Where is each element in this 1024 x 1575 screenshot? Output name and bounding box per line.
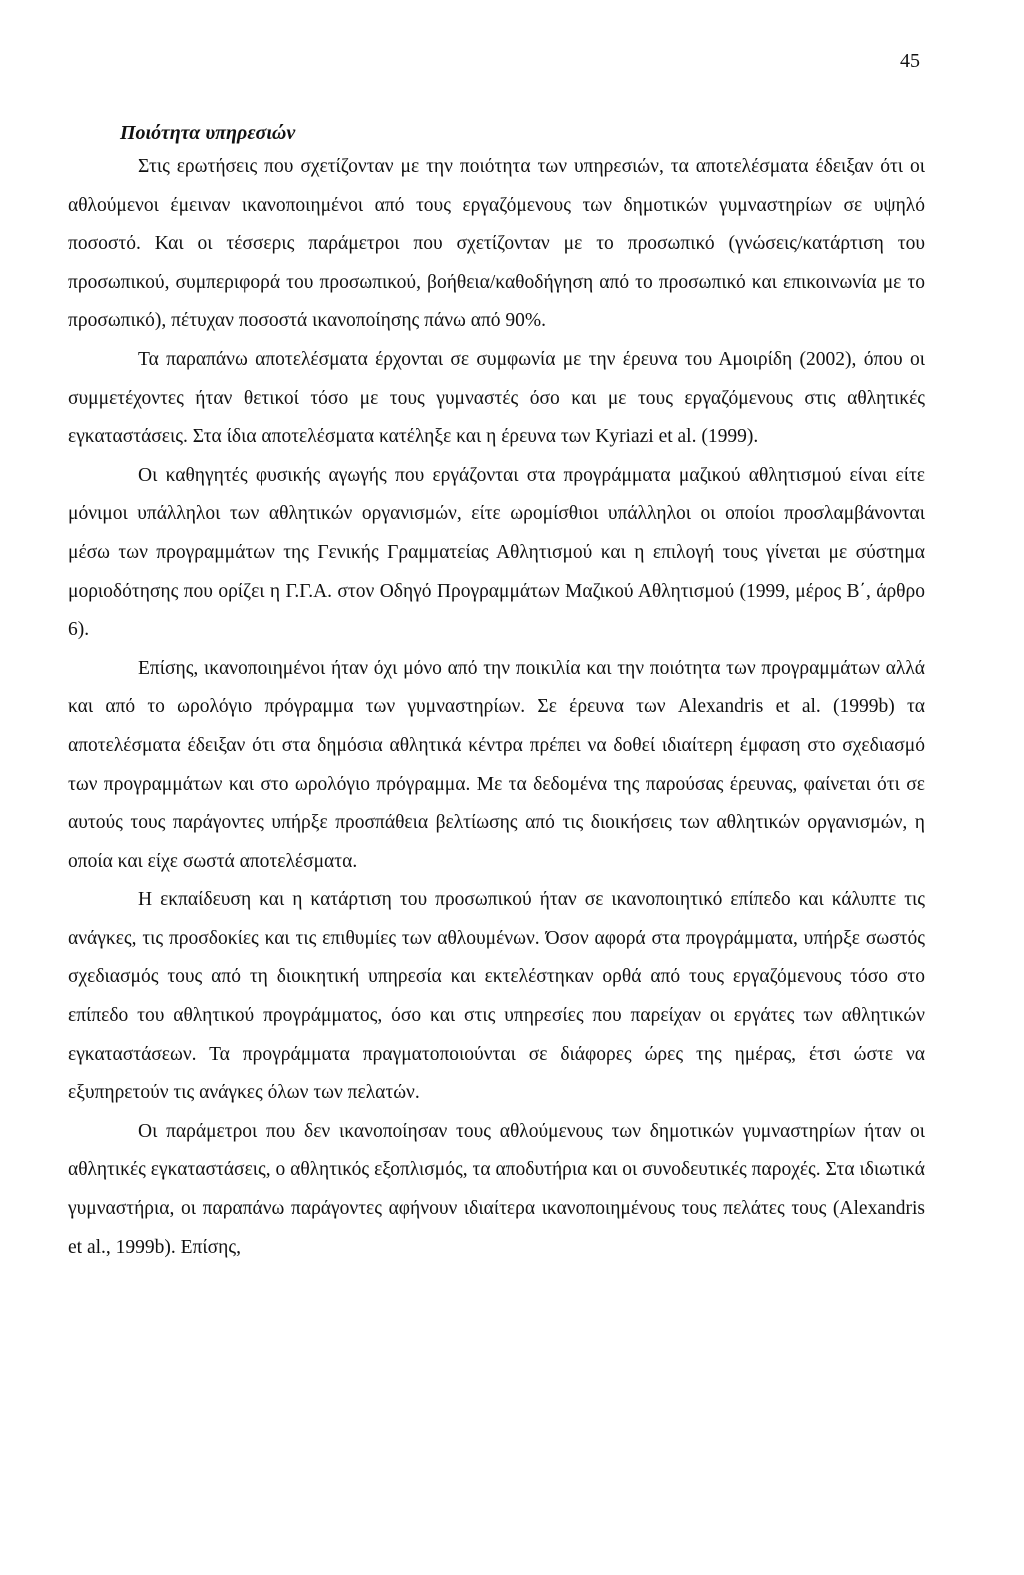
paragraph-unsatisfied-parameters: Οι παράμετροι που δεν ικανοποίησαν τους αθλούμενους των δημοτικών γυμναστηρίων ήταν οι αθλητικές εγκαταστάσεις, ο αθλητικός εξοπλισμός, τα αποδυτήρια και οι συνοδευτικές παροχές. Στα ιδιωτικά γυμναστήρια, οι παραπάνω παράγοντες αφήνουν ιδιαίτερα ικανοποιημένους τους πελάτες τους (Alexandris et al., 1999b). Επίσης, bbox=[68, 1120, 925, 1258]
page-number: 45 bbox=[900, 50, 920, 72]
paragraph-programs-satisfaction: Επίσης, ικανοποιημένοι ήταν όχι μόνο από την ποικιλία και την ποιότητα των προγραμμάτων αλλά και από το ωρολόγιο πρόγραμμα των γυμναστηρίων. Σε έρευνα των Alexandris et al. (1999b) τα αποτελέσματα έδειξαν ότι στα δημόσια αθλητικά κέντρα πρέπει να δοθεί ιδιαίτερη έμφαση στο σχεδιασμό των προγραμμάτων και στο ωρολόγιο πρόγραμμα. Με τα δεδομένα της παρούσας έρευνας, φαίνεται ότι σε αυτούς τους παράγοντες υπήρξε προσπάθεια βελτίωσης από τις διοικήσεις των αθλητικών οργανισμών, η οποία και είχε σωστά αποτελέσματα. bbox=[68, 657, 925, 872]
paragraph-staff-training: Η εκπαίδευση και η κατάρτιση του προσωπικού ήταν σε ικανοποιητικό επίπεδο και κάλυπτε τις ανάγκες, τις προσδοκίες και τις επιθυμίες των αθλουμένων. Όσον αφορά στα προγράμματα, υπήρξε σωστός σχεδιασμός τους από τη διοικητική υπηρεσία και εκτελέστηκαν ορθά από τους εργαζόμενους τόσο στο επίπεδο του αθλητικού προγράμματος, όσο και στις υπηρεσίες που παρείχαν οι εργάτες των αθλητικών εγκαταστάσεων. Τα προγράμματα πραγματοποιούνται σε διάφορες ώρες της ημέρας, έτσι ώστε να εξυπηρετούν τις ανάγκες όλων των πελατών. bbox=[68, 889, 925, 1104]
document-body bbox=[68, 118, 925, 1267]
paragraph-agreement-with-research: Τα παραπάνω αποτελέσματα έρχονται σε συμφωνία με την έρευνα του Αμοιρίδη (2002), όπου οι συμμετέχοντες ήταν θετικοί τόσο με τους γυμναστές όσο και με τους εργαζόμενους στις αθλητικές εγκαταστάσεις. Στα ίδια αποτελέσματα κατέληξε και η έρευνα των Kyriazi et al. (1999). bbox=[68, 348, 925, 448]
section-heading: Ποιότητα υπηρεσιών bbox=[120, 122, 296, 144]
paragraph-instructors: Οι καθηγητές φυσικής αγωγής που εργάζονται στα προγράμματα μαζικού αθλητισμού είναι είτε μόνιμοι υπάλληλοι των αθλητικών οργανισμών, είτε ωρομίσθιοι υπάλληλοι οι οποίοι προσλαμβάνονται μέσω των προγραμμάτων της Γενικής Γραμματείας Αθλητισμού και η επιλογή τους γίνεται με σύστημα μοριοδότησης που ορίζει η Γ.Γ.Α. στον Οδηγό Προγραμμάτων Μαζικού Αθλητισμού (1999, μέρος Β΄, άρθρο 6). bbox=[68, 464, 925, 641]
paragraph-service-quality-results: Στις ερωτήσεις που σχετίζονταν με την ποιότητα των υπηρεσιών, τα αποτελέσματα έδειξαν ότι οι αθλούμενοι έμειναν ικανοποιημένοι από τους εργαζόμενους των δημοτικών γυμναστηρίων σε υψηλό ποσοστό. Και οι τέσσερις παράμετροι που σχετίζονταν με το προσωπικό (γνώσεις/κατάρτιση του προσωπικού, συμπεριφορά του προσωπικού, βοήθεια/καθοδήγηση από το προσωπικό και επικοινωνία με το προσωπικό), πέτυχαν ποσοστά ικανοποίησης πάνω από 90%. bbox=[68, 156, 925, 332]
